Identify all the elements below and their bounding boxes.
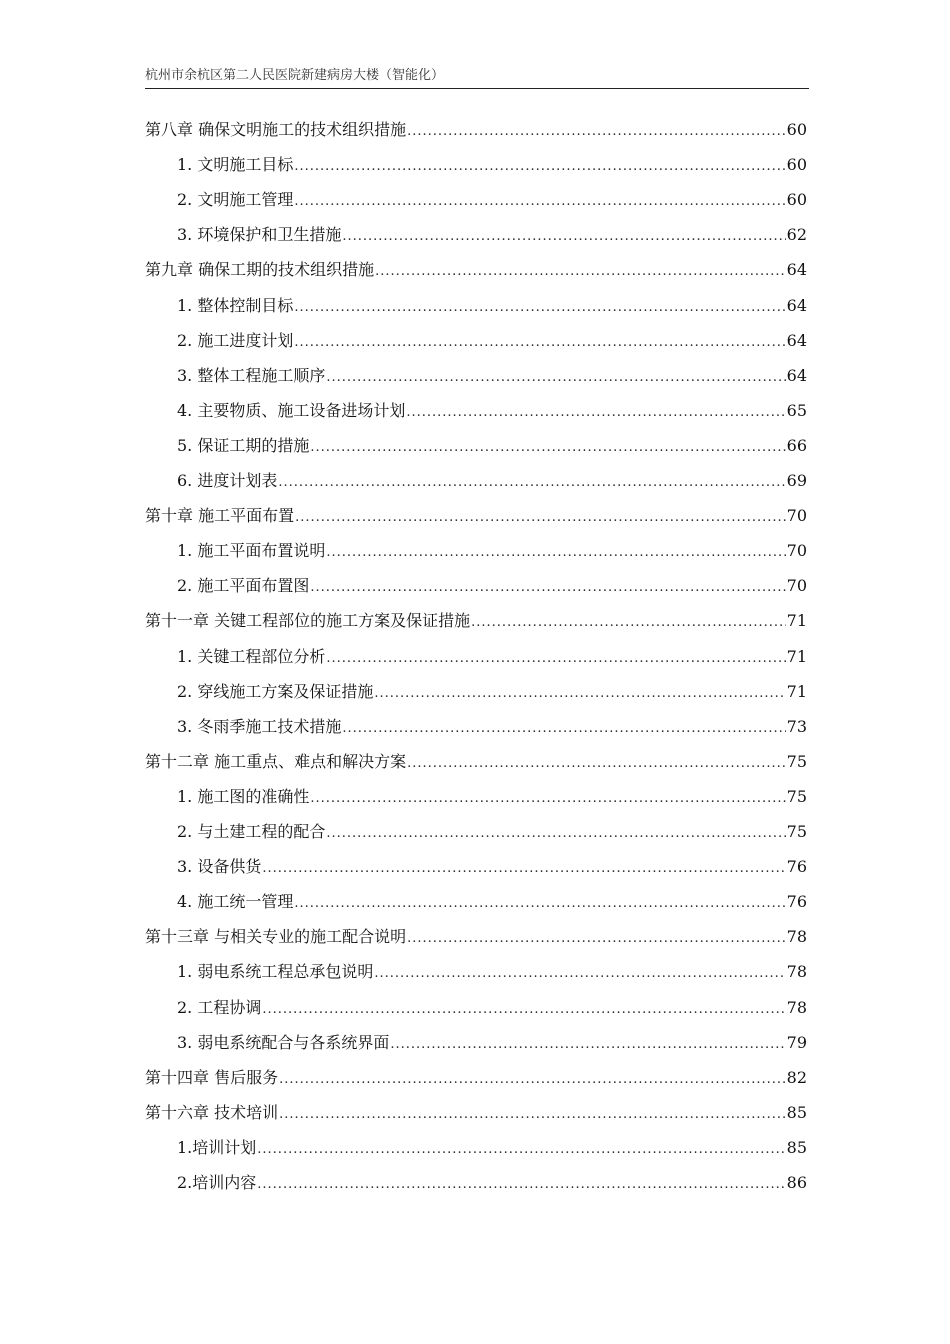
toc-page-number: 66 [786,435,807,455]
toc-page-number: 60 [786,120,807,139]
toc-entry-title: 3. 整体工程施工顺序 [177,365,326,385]
toc-entry-title: 第十三章 与相关专业的施工配合说明 [145,927,407,947]
toc-entry-title: 1. 弱电系统工程总承包说明 [177,962,374,982]
toc-page-number: 86 [786,1173,807,1192]
toc-page-number: 60 [786,155,807,175]
running-header-title: 杭州市余杭区第二人民医院新建病房大楼（智能化） [145,68,445,83]
toc-section-entry[interactable] [177,469,807,493]
toc-dot-leader [257,1173,785,1197]
toc-dot-leader [294,331,785,355]
toc-entry-title: 3. 冬雨季施工技术措施 [177,716,342,736]
toc-page-number: 64 [786,260,807,280]
toc-section-entry[interactable] [177,890,807,914]
toc-dot-leader [390,1033,785,1057]
toc-dot-leader [257,1138,785,1162]
toc-section-entry[interactable] [177,399,807,423]
toc-entry-title: 4. 主要物质、施工设备进场计划 [177,400,406,420]
toc-entry-title: 第十四章 售后服务 [145,1067,279,1087]
toc-section-entry[interactable] [177,1031,807,1055]
toc-entry-title: 第九章 确保工期的技术组织措施 [145,260,375,280]
toc-page-number: 71 [786,681,807,701]
toc-dot-leader [295,506,786,530]
toc-entry-title: 第八章 确保文明施工的技术组织措施 [145,120,407,139]
toc-page-number: 70 [786,576,807,596]
toc-section-entry[interactable] [177,785,807,809]
toc-page-number: 85 [786,1102,807,1122]
toc-section-entry[interactable] [177,820,807,844]
toc-chapter-entry[interactable] [145,925,807,949]
toc-dot-leader [407,927,786,951]
toc-page-number: 60 [786,190,807,210]
toc-dot-leader [326,366,785,390]
toc-section-entry[interactable] [177,960,807,984]
toc-entry-title: 1. 施工平面布置说明 [177,541,326,561]
toc-page-number: 75 [786,822,807,841]
toc-section-entry[interactable] [177,294,807,318]
toc-entry-title: 2. 工程协调 [177,997,262,1017]
toc-dot-leader [294,296,785,320]
toc-entry-title: 第十六章 技术培训 [145,1102,279,1122]
toc-page-number: 78 [786,997,807,1017]
toc-entry-title: 第十一章 关键工程部位的施工方案及保证措施 [145,611,471,631]
toc-entry-title: 4. 施工统一管理 [177,892,294,912]
toc-section-entry[interactable] [177,539,807,563]
toc-chapter-entry[interactable] [145,1101,807,1125]
toc-entry-title: 第十章 施工平面布置 [145,506,295,526]
toc-dot-leader [407,752,786,776]
toc-page-number: 78 [786,962,807,982]
toc-section-entry[interactable] [177,645,807,669]
toc-dot-leader [375,260,786,284]
toc-entry-title: 5. 保证工期的措施 [177,435,310,455]
toc-page-number: 76 [786,892,807,912]
toc-dot-leader [294,892,785,916]
toc-page-number: 78 [786,927,807,947]
toc-section-entry[interactable] [177,223,807,247]
toc-entry-title: 2. 施工平面布置图 [177,576,310,596]
toc-dot-leader [374,962,785,986]
toc-page-number: 70 [786,506,807,526]
toc-section-entry[interactable] [177,364,807,388]
toc-dot-leader [407,120,786,144]
toc-page-number: 73 [786,716,807,736]
toc-page-number: 82 [786,1067,807,1087]
toc-page-number: 79 [786,1032,807,1052]
toc-page-number: 75 [786,751,807,771]
toc-page-number: 71 [786,611,807,631]
toc-entry-title: 2. 穿线施工方案及保证措施 [177,681,374,701]
toc-dot-leader [294,190,785,214]
toc-page-number: 69 [786,471,807,490]
toc-entry-title: 1. 整体控制目标 [177,295,294,315]
toc-page-number: 75 [786,786,807,806]
toc-dot-leader [262,857,785,881]
toc-chapter-entry[interactable] [145,118,807,142]
toc-page-number: 70 [786,541,807,561]
toc-page-number: 71 [786,646,807,666]
toc-section-entry[interactable] [177,715,807,739]
toc-dot-leader [294,155,785,179]
toc-dot-leader [310,576,785,600]
toc-entry-title: 1. 施工图的准确性 [177,786,310,806]
toc-section-entry[interactable] [177,855,807,879]
toc-dot-leader [310,787,785,811]
toc-entry-title: 2. 与土建工程的配合 [177,822,326,841]
toc-entry-title: 2.培训内容 [177,1173,257,1192]
toc-section-entry[interactable] [177,153,807,177]
toc-dot-leader [342,717,785,741]
toc-entry-title: 3. 弱电系统配合与各系统界面 [177,1032,390,1052]
toc-page-number: 65 [786,400,807,420]
toc-dot-leader [310,436,785,460]
toc-section-entry[interactable] [177,329,807,353]
toc-dot-leader [279,1103,786,1127]
toc-section-entry[interactable] [177,996,807,1020]
toc-chapter-entry[interactable] [145,750,807,774]
toc-entry-title: 3. 环境保护和卫生措施 [177,225,342,245]
toc-section-entry[interactable] [177,680,807,704]
toc-page-number: 85 [786,1137,807,1157]
toc-entry-title: 1. 文明施工目标 [177,155,294,175]
toc-entry-title: 1.培训计划 [177,1137,257,1157]
toc-chapter-entry[interactable] [145,1066,807,1090]
toc-dot-leader [326,822,785,846]
toc-entry-title: 1. 关键工程部位分析 [177,646,326,666]
toc-entry-title: 第十二章 施工重点、难点和解决方案 [145,751,407,771]
toc-entry-title: 3. 设备供货 [177,857,262,877]
toc-page-number: 64 [786,295,807,315]
toc-entry-title: 2. 施工进度计划 [177,330,294,350]
toc-chapter-entry[interactable] [145,609,807,633]
toc-section-entry[interactable] [177,1171,807,1195]
toc-dot-leader [326,647,785,671]
toc-section-entry[interactable] [177,574,807,598]
running-header [145,66,809,89]
toc-chapter-entry[interactable] [145,258,807,282]
toc-dot-leader [471,611,786,635]
toc-chapter-entry[interactable] [145,504,807,528]
toc-section-entry[interactable] [177,1136,807,1160]
toc-page-number: 76 [786,857,807,877]
toc-dot-leader [374,682,785,706]
toc-page-number: 64 [786,365,807,385]
toc-section-entry[interactable] [177,188,807,212]
toc-dot-leader [262,998,785,1022]
toc-page-number: 62 [786,225,807,245]
toc-dot-leader [406,401,785,425]
toc-page-number: 64 [786,330,807,350]
toc-dot-leader [279,1068,786,1092]
toc-entry-title: 2. 文明施工管理 [177,190,294,210]
toc-dot-leader [326,541,785,565]
toc-section-entry[interactable] [177,434,807,458]
toc-dot-leader [278,471,785,495]
toc-dot-leader [342,225,785,249]
toc-entry-title: 6. 进度计划表 [177,471,278,490]
